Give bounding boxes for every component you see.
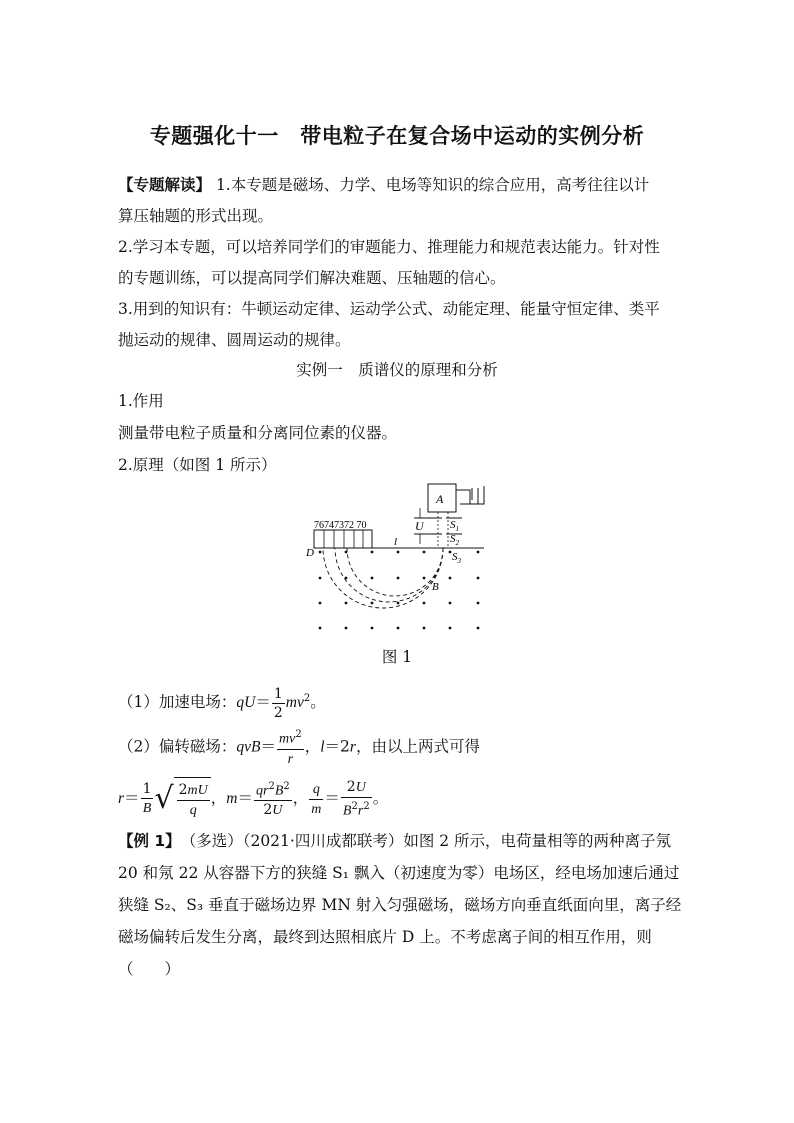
formula-3: r＝ $\frac{1}{B}$ √ $\frac{2mU}{q}$ ，m＝ $\frac{qr^2B^2}{2U}$ ， $\frac{q}{m}$ ＝ $\frac{2U}{B^2r^2}$ 。	[118, 776, 688, 822]
label-b: B	[432, 581, 439, 593]
intro-line-6: 抛运动的规律、圆周运动的规律。	[118, 331, 351, 349]
example-line-4: 磁场偏转后发生分离，最终到达照相底片 D 上。不考虑离子间的相互作用，则	[118, 928, 652, 946]
intro-line-1	[118, 170, 688, 201]
mass-spectrometer-figure	[300, 478, 500, 638]
label-l: l	[394, 536, 398, 548]
section-heading: 实例一 质谱仪的原理和分析	[296, 361, 498, 379]
example-line-2: 20 和氖 22 从容器下方的狭缝 S₁ 飘入（初速度为零）电场区，经电场加速后通过	[118, 864, 680, 882]
item-1-label: 1.作用	[118, 392, 164, 410]
figure-caption: 图 1	[381, 648, 413, 666]
formula-2: （2）偏转磁场：qvB＝ $\frac{mv^2}{r}$ ，l＝2r，由以上两式可得	[118, 726, 688, 769]
example-line-3: 狭缝 S₂、S₃ 垂直于磁场边界 MN 射入匀强磁场，磁场方向垂直纸面向里，离子经	[118, 896, 682, 914]
item-2-label: 2.原理（如图 1 所示）	[118, 456, 277, 474]
example-line-5: （ ）	[118, 960, 181, 978]
intro-text-1: 1.本专题是磁场、力学、电场等知识的综合应用，高考往往以计	[211, 176, 650, 194]
label-s1: $S_1$	[450, 519, 459, 533]
intro-line-2: 算压轴题的形式出现。	[118, 207, 274, 225]
example-tag: 【例 1】	[118, 832, 173, 850]
label-s3: $S_3$	[452, 551, 461, 565]
label-a: A	[436, 492, 444, 506]
label-d: D	[306, 547, 314, 559]
item-1-text: 测量带电粒子质量和分离同位素的仪器。	[118, 424, 398, 442]
page-title: 专题强化十一 带电粒子在复合场中运动的实例分析	[149, 124, 645, 148]
intro-tag: 【专题解读】	[118, 176, 212, 194]
example-line-1: 【例 1】 （多选）（2021·四川成都联考）如图 2 所示，电荷量相等的两种离子氖	[118, 832, 672, 850]
intro-line-5: 3.用到的知识有：牛顿运动定律、运动学公式、动能定理、能量守恒定律、类平	[118, 300, 660, 318]
label-u: U	[415, 519, 424, 533]
intro-line-3: 2.学习本专题，可以培养同学们的审题能力、推理能力和规范表达能力。针对性	[118, 238, 660, 256]
scale-labels: 76747372 70	[314, 520, 367, 531]
formula-1: （1）加速电场：qU＝ $\frac{1}{2}$ $mv^2$。	[118, 685, 326, 721]
label-s2: $S_2$	[450, 533, 459, 547]
intro-line-4: 的专题训练，可以提高同学们解决难题、压轴题的信心。	[118, 269, 506, 287]
